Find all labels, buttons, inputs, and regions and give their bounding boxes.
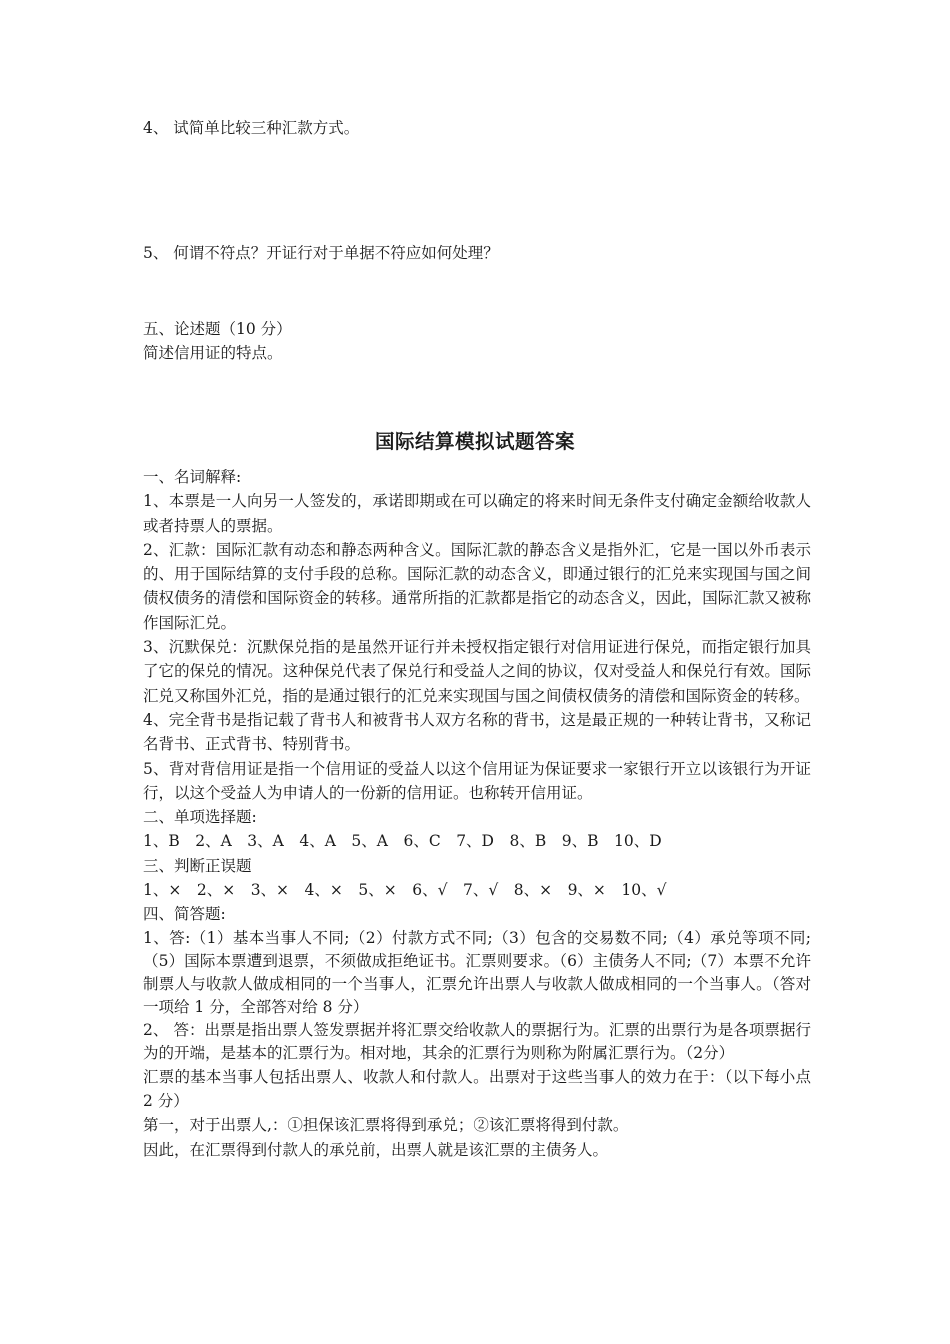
choice-answers: 1、B 2、A 3、A 4、A 5、A 6、C 7、D 8、B 9、B 10、D (143, 832, 662, 851)
essay-prompt: 简述信用证的特点。 (143, 344, 283, 362)
section-heading-true-false: 三、判断正误题 (143, 856, 252, 875)
definition-item: 3、沉默保兑：沉默保兑指的是虽然开证行并未授权指定银行对信用证进行保兑，而指定银行加具了它的保兑的情况。这种保兑代表了保兑行和受益人之间的协议，仅对受益人和保兑行有效。国际汇兑又称国外汇兑，指的是通过银行的汇兑来实现国与国之间债权债务的清偿和国际资金的转移。 (143, 638, 811, 705)
short-answer-2: 2、 答：出票是指出票人签发票据并将汇票交给收款人的票据行为。汇票的出票行为是各项票据行为的开端，是基本的汇票行为。相对地，其余的汇票行为则称为附属汇票行为。（2分） (143, 1020, 811, 1062)
short-answer-2-parties: 汇票的基本当事人包括出票人、收款人和付款人。出票对于这些当事人的效力在于：（以下每小点 2 分） (143, 1067, 811, 1110)
short-answer-2-conclusion: 因此，在汇票得到付款人的承兑前，出票人就是该汇票的主债务人。 (143, 1140, 609, 1159)
definition-item: 2、汇款：国际汇款有动态和静态两种含义。国际汇款的静态含义是指外汇，它是一国以外币表示的、用于国际结算的支付手段的总称。国际汇款的动态含义，即通过银行的汇兑来实现国与国之间债权债务的清偿和国际资金的转移。通常所指的汇款都是指它的动态含义，因此，国际汇款又被称作国际汇兑。 (143, 540, 811, 632)
definition-item: 4、完全背书是指记载了背书人和被背书人双方名称的背书，这是最正规的一种转让背书，又称记名背书、正式背书、特别背书。 (143, 710, 811, 754)
short-answer-1: 1、答:（1）基本当事人不同;（2）付款方式不同;（3）包含的交易数不同;（4）承兑等项不同;（5）国际本票遭到退票，不须做成拒绝证书。汇票则要求。（6）主债务人不同;（7）本票不允许制票人与收款人做成相同的一个当事人，汇票允许出票人与收款人做成相同的一个当事人。（答对一项给 1 分，全部答对给 8 分） (143, 928, 811, 1016)
essay-section (143, 317, 292, 365)
definition-item: 5、背对背信用证是指一个信用证的受益人以这个信用证为保证要求一家银行开立以该银行为开证行，以这个受益人为申请人的一份新的信用证。也称转开信用证。 (143, 759, 811, 802)
section-heading-choice: 二、单项选择题: (143, 808, 257, 827)
definition-item: 1、本票是一人向另一人签发的，承诺即期或在可以确定的将来时间无条件支付确定金额给收款人或者持票人的票据。 (143, 492, 811, 535)
section-heading-definitions: 一、名词解释: (143, 468, 242, 486)
short-answer-2-first: 第一，对于出票人,：①担保该汇票将得到承兑；②该汇票将得到付款。 (143, 1116, 629, 1135)
question-4: 4、 试简单比较三种汇款方式。 (143, 119, 360, 137)
answer-body (143, 465, 811, 1162)
question-5: 5、 何谓不符点？开证行对于单据不符应如何处理？ (143, 244, 499, 262)
section-heading-short-answer: 四、简答题: (143, 905, 226, 924)
essay-heading: 五、论述题（10 分） (143, 320, 292, 338)
true-false-answers: 1、× 2、× 3、× 4、× 5、× 6、√ 7、√ 8、× 9、× 10、√ (143, 881, 667, 900)
answer-title: 国际结算模拟试题答案 (374, 430, 575, 453)
